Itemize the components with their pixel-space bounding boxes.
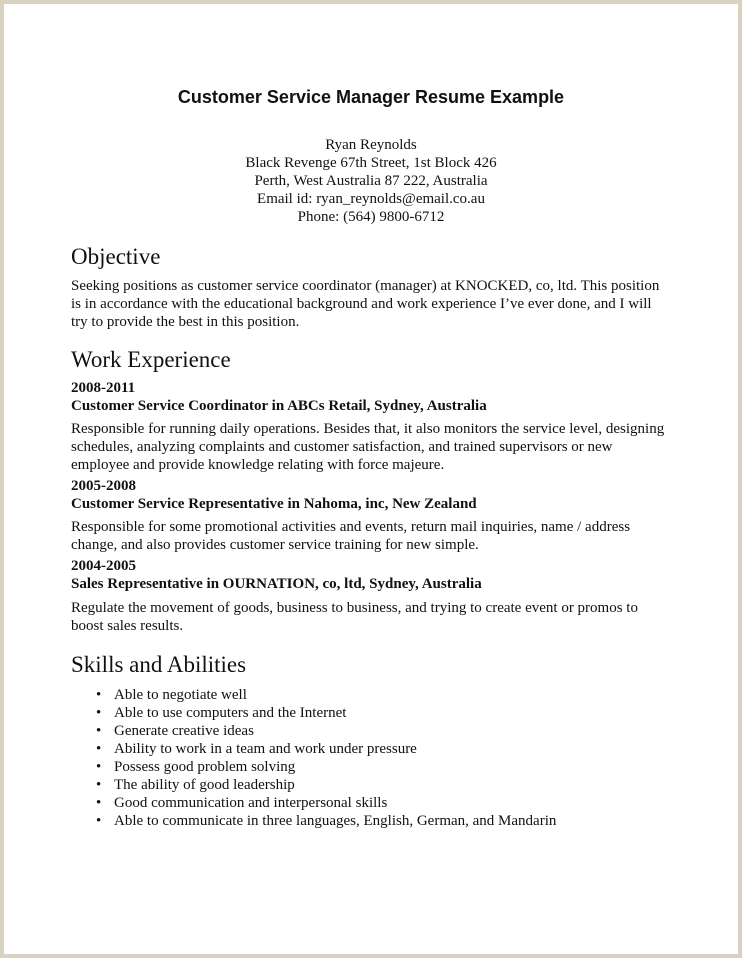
job-3-role: Sales Representative in OURNATION, co, ltd, Sydney, Australia: [71, 576, 482, 592]
skill-item: • Able to negotiate well: [96, 687, 247, 703]
objective-heading: Objective: [71, 244, 161, 269]
job-2-years: 2005-2008: [71, 478, 136, 494]
bullet-icon: •: [96, 723, 102, 739]
skill-item: • Able to use computers and the Internet: [96, 705, 347, 721]
job-1-description: Responsible for running daily operations. Besides that, it also monitors the service level, designing schedules, analyzing complaints and customer satisfaction, and trained supervisors or new employee and provide knowledge relating with force majeure.: [71, 421, 665, 473]
contact-address-line2: Perth, West Australia 87 222, Australia: [254, 173, 488, 189]
bullet-icon: •: [96, 795, 102, 811]
job-3-years: 2004-2005: [71, 558, 136, 574]
job-1-role: Customer Service Coordinator in ABCs Retail, Sydney, Australia: [71, 398, 487, 414]
contact-block: [0, 136, 742, 226]
document-title: Customer Service Manager Resume Example: [177, 87, 565, 107]
bullet-icon: •: [96, 705, 102, 721]
contact-name: Ryan Reynolds: [325, 137, 417, 153]
work-experience-heading: Work Experience: [71, 347, 231, 372]
skills-heading: Skills and Abilities: [71, 652, 247, 677]
bullet-icon: •: [96, 741, 102, 757]
job-2-role: Customer Service Representative in Nahoma, inc, New Zealand: [71, 496, 477, 512]
skill-item: • Generate creative ideas: [96, 723, 254, 739]
contact-email: Email id: ryan_reynolds@email.co.au: [257, 191, 485, 207]
skill-item: • Possess good problem solving: [96, 759, 296, 775]
skill-item: • The ability of good leadership: [96, 777, 295, 793]
bullet-icon: •: [96, 813, 102, 829]
job-3-description: Regulate the movement of goods, business to business, and trying to create event or promos to boost sales results.: [71, 600, 638, 634]
contact-address-line1: Black Revenge 67th Street, 1st Block 426: [245, 155, 497, 171]
skills-list: [71, 686, 556, 830]
objective-text: Seeking positions as customer service coordinator (manager) at KNOCKED, co, ltd. This position is in accordance with the educational background and work experience I’ve ever done, and I will try to provide the best in this position.: [71, 278, 660, 330]
bullet-icon: •: [96, 687, 102, 703]
bullet-icon: •: [96, 777, 102, 793]
skill-item: • Ability to work in a team and work under pressure: [96, 741, 417, 757]
job-1-years: 2008-2011: [71, 380, 136, 396]
skill-item: • Good communication and interpersonal skills: [96, 795, 388, 811]
skill-item: • Able to communicate in three languages, English, German, and Mandarin: [96, 813, 557, 829]
job-2-description: Responsible for some promotional activities and events, return mail inquiries, name / address change, and also provides customer service training for new simple.: [71, 519, 631, 553]
contact-phone: Phone: (564) 9800-6712: [297, 209, 445, 225]
bullet-icon: •: [96, 759, 102, 775]
